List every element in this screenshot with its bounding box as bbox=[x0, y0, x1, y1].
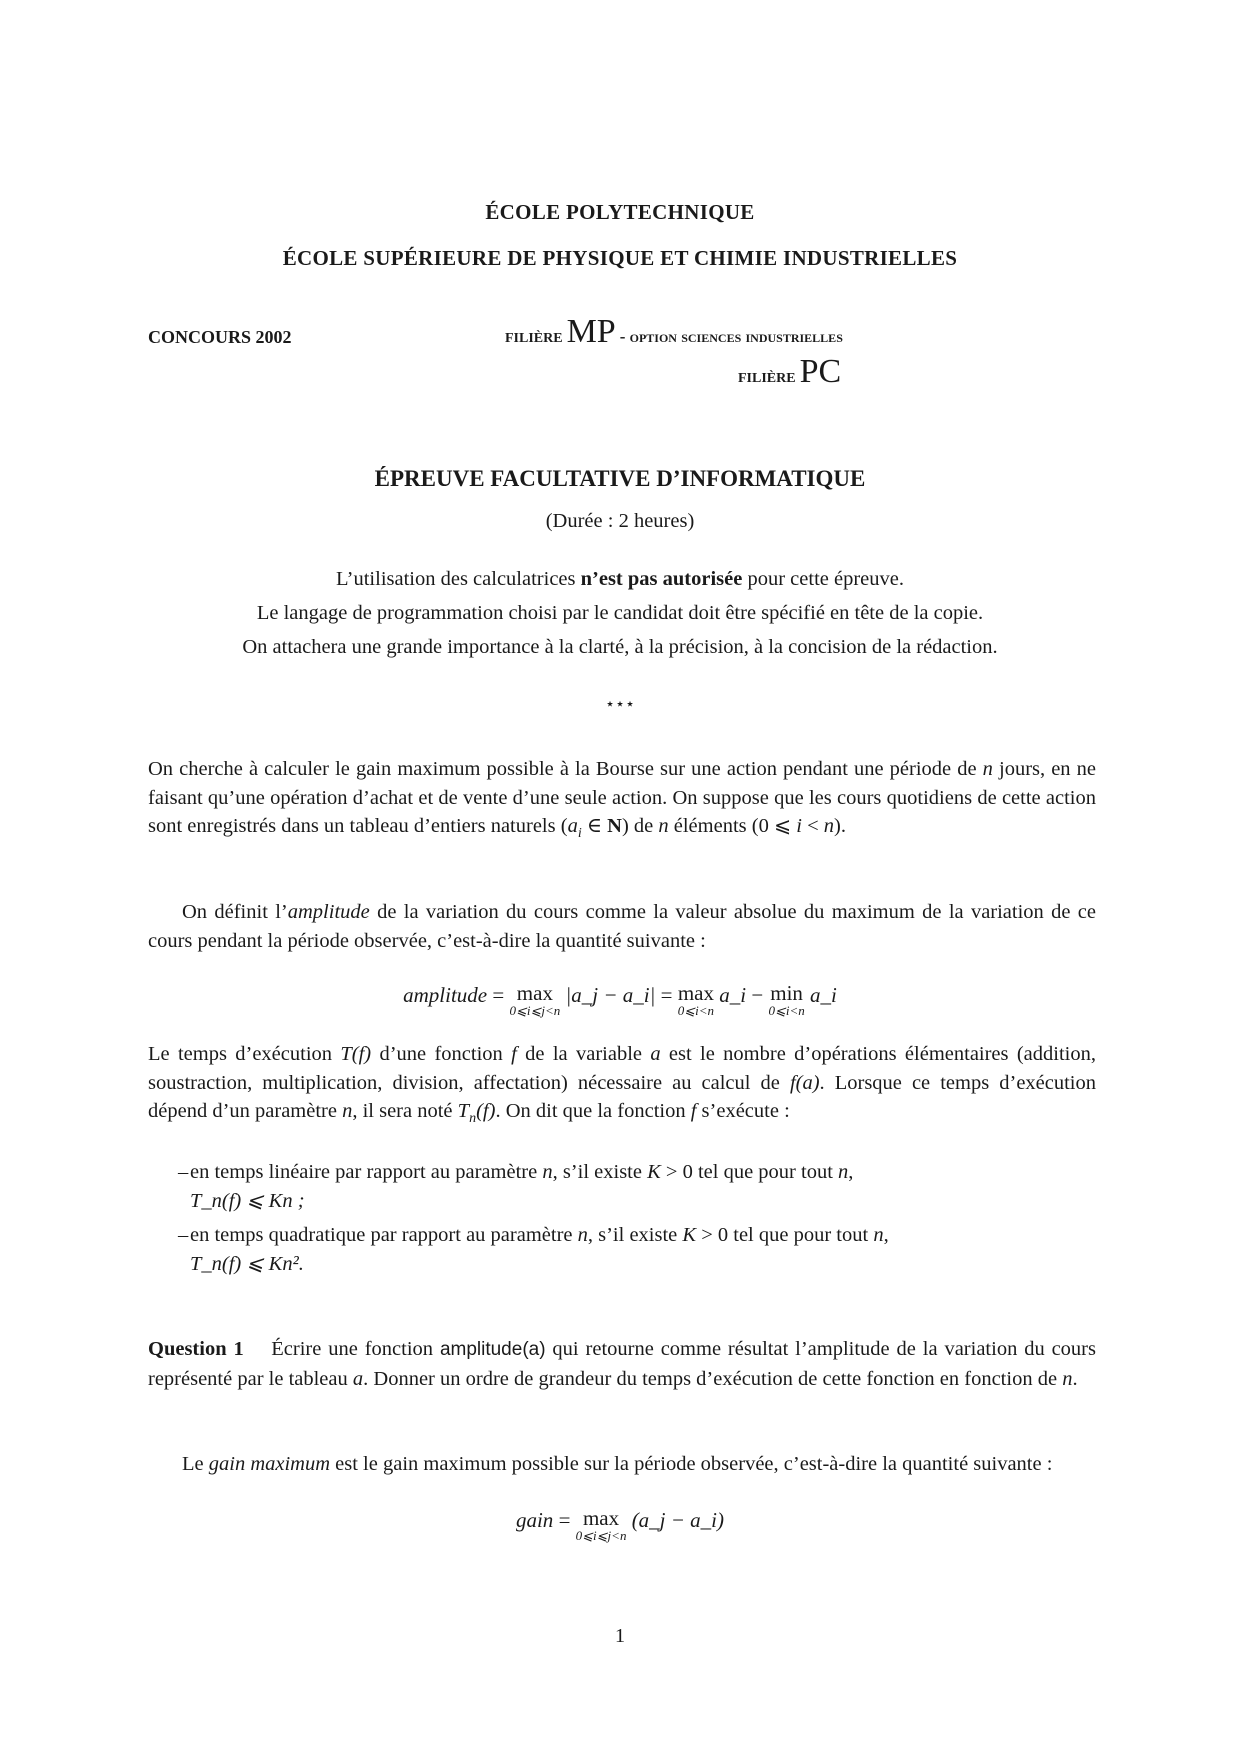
p3-n: n bbox=[342, 1100, 353, 1122]
q1-a: a bbox=[352, 1367, 364, 1390]
p3-Tn2: (f) bbox=[476, 1100, 496, 1122]
p1-n2: n bbox=[658, 815, 669, 837]
f1-sub3: 0⩽i<n bbox=[768, 1003, 805, 1018]
p3-t7: . On dit que la fonction bbox=[495, 1100, 691, 1122]
school-name-2: ÉCOLE SUPÉRIEURE DE PHYSIQUE ET CHIMIE INDUSTRIELLES bbox=[282, 246, 958, 270]
instruction-line-3: On attachera une grande importance à la clarté, à la précision, à la concision de la rédaction. bbox=[242, 636, 998, 658]
p1-t1: On cherche à calculer le gain maximum possible à la Bourse sur une action pendant une période de bbox=[148, 758, 983, 780]
p3-t8: s’exécute : bbox=[696, 1100, 790, 1122]
p3-Tf: T(f) bbox=[340, 1043, 372, 1065]
paragraph-gain bbox=[148, 1450, 1096, 1479]
l1-t2: , s’il existe bbox=[587, 1224, 683, 1246]
p1-i: i bbox=[796, 815, 802, 837]
l1-t1: en temps quadratique par rapport au paramètre bbox=[190, 1224, 578, 1246]
p4-t1: Le bbox=[182, 1453, 209, 1475]
filiere-word: filière bbox=[505, 325, 563, 347]
l1-n: n bbox=[577, 1224, 588, 1246]
f2-max-op bbox=[576, 1508, 627, 1544]
filiere-word-2: filière bbox=[738, 365, 796, 387]
list-item-quadratic bbox=[148, 1221, 1096, 1278]
p3-f: f bbox=[511, 1043, 517, 1065]
p3-f2: f bbox=[690, 1100, 697, 1122]
p3-t5: . Lorsque ce temps d’exécution dépend d’un paramètre bbox=[148, 1071, 1097, 1122]
p3-Tn: T bbox=[457, 1100, 470, 1122]
l1-K: K bbox=[682, 1224, 697, 1246]
school-name-1: ÉCOLE POLYTECHNIQUE bbox=[485, 200, 755, 224]
f1-sub2: 0⩽i<n bbox=[677, 1003, 715, 1018]
filiere-mp-line bbox=[505, 313, 843, 351]
p1-t6: ). bbox=[834, 815, 846, 837]
l0-n: n bbox=[542, 1161, 553, 1183]
instr-1-bold: n’est pas autorisée bbox=[580, 568, 743, 590]
l1-t3: > 0 tel que pour tout bbox=[696, 1224, 874, 1246]
formula-gain bbox=[0, 1508, 1240, 1544]
f1-sub1: 0⩽i⩽j<n bbox=[509, 1003, 561, 1018]
p3-t1: Le temps d’exécution bbox=[148, 1043, 341, 1065]
p3-a: a bbox=[650, 1043, 661, 1065]
l1-ineq: T_n(f) ⩽ Kn². bbox=[190, 1252, 304, 1275]
l0-t1: en temps linéaire par rapport au paramètre bbox=[190, 1161, 543, 1183]
p2-amp: amplitude bbox=[287, 901, 370, 923]
p1-ai: a bbox=[567, 815, 578, 837]
l0-t3: > 0 tel que pour tout bbox=[660, 1161, 839, 1183]
question-1-label: Question 1 bbox=[148, 1338, 244, 1360]
q1-t4: . bbox=[1072, 1367, 1078, 1390]
p3-fa: f(a) bbox=[789, 1071, 820, 1094]
f1-max2: max bbox=[677, 981, 714, 1005]
l0-ineq: T_n(f) ⩽ Kn ; bbox=[190, 1189, 305, 1212]
list-item-linear bbox=[148, 1158, 1096, 1215]
separator-stars: ⋆⋆⋆ bbox=[604, 696, 636, 713]
instruction-line-1 bbox=[0, 565, 1240, 594]
f2-max: max bbox=[582, 1506, 620, 1530]
p1-n3: n bbox=[823, 815, 835, 837]
p2-t1: On définit l’ bbox=[182, 901, 288, 923]
option-label: - option sciences industrielles bbox=[619, 327, 843, 346]
f2-sub: 0⩽i⩽j<n bbox=[575, 1528, 627, 1543]
f1-abs: |a_j − a_i| bbox=[565, 983, 656, 1007]
f2-lhs: gain bbox=[515, 1508, 554, 1532]
filiere-pc-line bbox=[738, 353, 841, 391]
paragraph-exec-time bbox=[148, 1040, 1096, 1134]
p3-t4: est le nombre d’opérations élémentaires (addition, soustraction, multiplication, division, affectation) nécessaire au calcul de bbox=[148, 1043, 1096, 1094]
p4-t2: est le gain maximum possible sur la période observée, c’est-à-dire la quantité suivante : bbox=[330, 1453, 1053, 1475]
p3-t2: d’une fonction bbox=[371, 1043, 512, 1065]
formula-amplitude bbox=[0, 983, 1240, 1019]
l0-t4: , bbox=[848, 1161, 854, 1183]
f1-lhs: amplitude bbox=[403, 983, 488, 1007]
f1-max: max bbox=[516, 981, 553, 1005]
f2-rhs: (a_j − a_i) bbox=[631, 1508, 725, 1532]
f1-minus: − bbox=[746, 983, 769, 1007]
p2-t2: de la variation du cours comme la valeur absolue du maximum de la variation de ce cours pendant la période observée, c’est-à-dire la quantité suivante : bbox=[148, 901, 1096, 952]
l1-t4: , bbox=[883, 1224, 889, 1246]
f1-eq: = bbox=[487, 983, 510, 1007]
instruction-line-2: Le langage de programmation choisi par le candidat doit être spécifié en tête de la copie. bbox=[256, 602, 984, 624]
p1-t4: éléments (0 ⩽ bbox=[668, 815, 797, 837]
f2-eq: = bbox=[553, 1508, 576, 1532]
f1-eq2: = bbox=[655, 983, 678, 1007]
complexity-list bbox=[148, 1158, 1096, 1278]
p4-gm: gain maximum bbox=[208, 1453, 331, 1475]
question-1 bbox=[148, 1335, 1096, 1393]
filiere-pc: PC bbox=[799, 353, 842, 390]
q1-t3: . Donner un ordre de grandeur du temps d’exécution de cette fonction en fonction de bbox=[363, 1367, 1063, 1390]
paragraph-amplitude bbox=[148, 898, 1096, 955]
q1-code: amplitude(a) bbox=[439, 1339, 546, 1360]
l0-t2: , s’il existe bbox=[552, 1161, 648, 1183]
p1-ai-sub: i bbox=[577, 826, 582, 842]
instr-1-pre: L’utilisation des calculatrices bbox=[336, 568, 581, 590]
p1-N: N bbox=[607, 815, 622, 837]
p3-t3: de la variable bbox=[516, 1043, 651, 1065]
p1-t5: < bbox=[801, 815, 824, 837]
l0-n2: n bbox=[838, 1161, 849, 1183]
f1-ai: a_i bbox=[719, 983, 747, 1007]
f1-min: min bbox=[770, 981, 803, 1005]
concours-label: CONCOURS 2002 bbox=[148, 327, 292, 347]
f1-min-op bbox=[768, 983, 804, 1019]
p1-n1: n bbox=[982, 758, 993, 780]
q1-t1: Écrire une fonction bbox=[271, 1338, 440, 1360]
p1-t3: ) de bbox=[621, 815, 659, 837]
filiere-mp: MP bbox=[566, 313, 616, 350]
paragraph-intro bbox=[148, 755, 1096, 849]
exam-duration: (Durée : 2 heures) bbox=[545, 510, 695, 532]
l0-K: K bbox=[647, 1161, 661, 1183]
p3-Tn-sub: n bbox=[469, 1111, 477, 1127]
p3-t6: , il sera noté bbox=[352, 1100, 458, 1122]
instr-1-post: pour cette épreuve. bbox=[742, 568, 904, 590]
l1-n2: n bbox=[873, 1224, 884, 1246]
page-number: 1 bbox=[614, 1625, 626, 1647]
p1-in: ∈ bbox=[581, 815, 608, 837]
f1-ai2: a_i bbox=[810, 983, 837, 1007]
f1-max2-op bbox=[678, 983, 714, 1019]
q1-n: n bbox=[1062, 1367, 1073, 1390]
p1-t2: jours, en ne faisant qu’une opération d’achat et de vente d’une seule action. On suppose que les cours quotidiens de cette action sont enregistrés dans un tableau d’entiers naturels ( bbox=[148, 758, 1096, 837]
f1-max-op bbox=[509, 983, 560, 1019]
exam-title: ÉPREUVE FACULTATIVE D’INFORMATIQUE bbox=[374, 466, 866, 491]
q1-t2: qui retourne comme résultat l’amplitude de la variation du cours représenté par le tableau bbox=[148, 1338, 1096, 1390]
